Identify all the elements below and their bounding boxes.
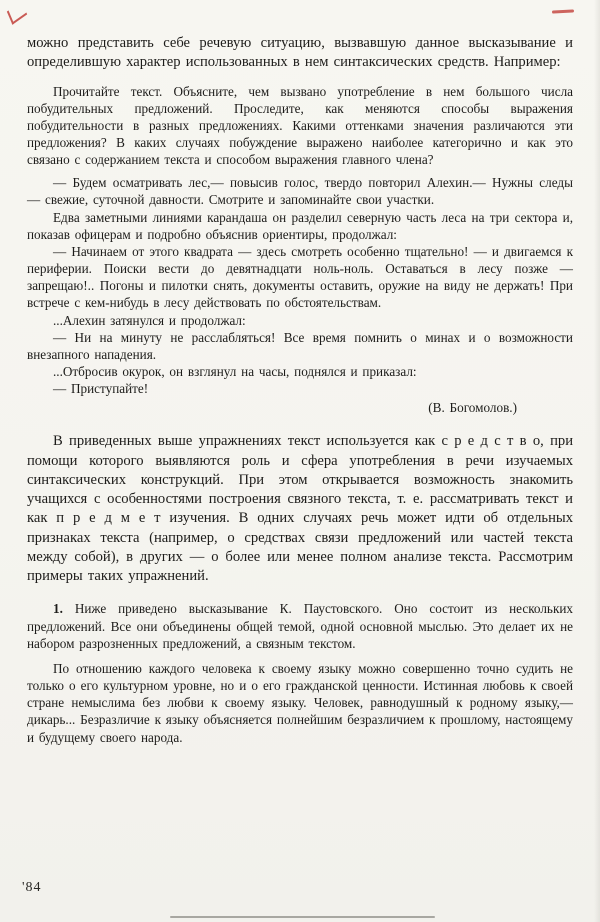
dialogue-line: Едва заметными линиями карандаша он разделил северную часть леса на три сектора и, показав офицерам и подробно объяснив ориентиры, продолжал: (27, 209, 573, 242)
attribution: (В. Богомолов.) (428, 400, 517, 416)
intro-paragraph: можно представить себе речевую ситуацию, вызвавшую данное высказывание и определившую характер использованных в нем синтаксических средств. Например: (27, 35, 573, 71)
scan-mark-top-right-icon (552, 9, 574, 13)
dialogue-line: — Ни на минуту не расслабляться! Все время помнить о минах и о возможности внезапного нападения. (27, 329, 573, 362)
scan-edge-right (594, 0, 600, 922)
quote-paragraph: По отношению каждого человека к своему языку можно совершенно точно судить не только о его культурном уровне, но и о его гражданской ценности. Истинная любовь к своей стране немыслима без любви к своему языку. Человек, равнодушный к родному языку,— дикарь... Безразличие к языку объясняется полнейшим безразличием к прошлому, настоящему и будущему своего народа. (27, 660, 573, 745)
dialogue-line: ...Отбросив окурок, он взглянул на часы, поднялся и приказал: (53, 364, 417, 379)
scan-edge-bottom (170, 916, 435, 918)
task-text: Ниже приведено высказывание К. Паустовского. Оно состоит из нескольких предложений. Все они объединены общей темой, одной основной мыслью. Это делает их не набором разрозненных предложений, а связным текстом. (27, 601, 574, 651)
task-number: 1. (53, 601, 63, 617)
dialogue-line: — Будем осматривать лес,— повысив голос, твердо повторил Алехин.— Нужны следы — свежие, суточной давности. Смотрите и запоминайте свои участки. (27, 175, 573, 208)
exercise-instruction: Прочитайте текст. Объясните, чем вызвано употребление в нем большого числа побудительных предложений. Проследите, как меняются способы выражения побудительности в разных предложениях. Какими оттенками значения различаются эти предложения? В каких случаях побуждение выражено наиболее категорично и как это связано с содержанием текста и способом выражения главного члена? (27, 83, 573, 168)
commentary-paragraph: В приведенных выше упражнениях текст используется как с р е д с т в о, при помощи которого выявляются роль и сфера употребления в речи изучаемых синтаксических конструкций. При этом открывается возможность знакомить учащихся с особенностями построения связного текста, т. е. рассматривать текст и как п р е д м е т изучения. В одних случаях речь может идти об отдельных признаках текста (например, о средствах связи предложений или частей текста между собой), в других — о более или менее полном анализе текста. Рассмотрим примеры таких упражнений. (27, 433, 573, 585)
dialogue-line: ...Алехин затянулся и продолжал: (53, 312, 246, 328)
task-paragraph (27, 600, 573, 651)
dialogue-line: — Начинаем от этого квадрата — здесь смотреть особенно тщательно! — и двигаемся к периферии. Поиски вести до девятнадцати ноль-ноль. Оставаться в лесу позже — запрещаю!.. Погоны и пилотки снять, документы оставить, оружие на виду не держать! При встрече с кем-нибудь в лесу действовать по обстоятельствам. (27, 243, 573, 311)
dialogue-line: — Приступайте! (53, 381, 149, 397)
page-number: '84 (22, 880, 42, 895)
scan-mark-top-left-icon (7, 1, 27, 24)
